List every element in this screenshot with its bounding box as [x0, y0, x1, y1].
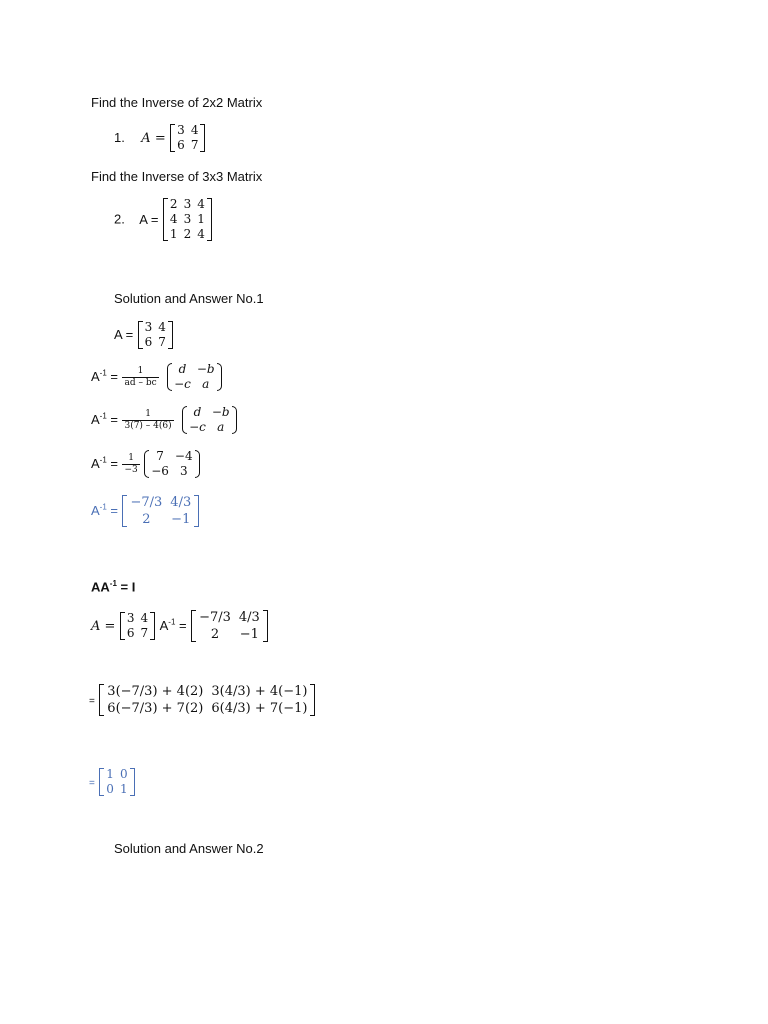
step-2-matrix: [182, 405, 237, 435]
matrix-cell: −4: [174, 449, 193, 463]
matrix-cell: 4: [190, 123, 199, 137]
matrix-cell: 4/3: [238, 610, 260, 625]
matrix-cell: 4: [197, 227, 205, 241]
matrix-cell: 1: [197, 212, 205, 226]
product-matrix: [99, 683, 315, 717]
heading-3x3: Find the Inverse of 3x3 Matrix: [91, 169, 263, 184]
problem-1-matrix: [170, 123, 205, 153]
matrix-cell: 3: [183, 197, 192, 211]
matrix-cell: 4: [169, 212, 178, 226]
matrix-cell: −c: [174, 377, 191, 391]
ainv-label: $A^{-1}$ =: [91, 411, 119, 428]
matrix-cell: 2: [169, 197, 178, 211]
matrix-cell: 1: [169, 227, 178, 241]
matrix-cell: 3: [179, 464, 188, 478]
check-a-matrix: [120, 611, 155, 641]
matrix-cell: 0: [106, 782, 114, 796]
matrix-row: [142, 320, 169, 335]
matrix-cell: 7: [190, 138, 199, 152]
check-heading: $AA^{-1} = I$: [91, 579, 136, 595]
step-2: [91, 405, 237, 435]
matrix-row: [174, 123, 201, 138]
matrix-cell: 7: [158, 335, 166, 349]
matrix-cell: 6: [144, 335, 153, 349]
check-a-lhs: A =: [91, 619, 116, 635]
product: [89, 683, 315, 717]
matrix-row: [103, 782, 130, 797]
matrix-row: [167, 212, 208, 227]
matrix-row: [171, 362, 218, 377]
matrix-cell: −b: [211, 405, 230, 419]
step-3-fraction: $\frac{1}{-3}$: [124, 452, 138, 475]
matrix-cell: d: [193, 405, 202, 419]
matrix-row: [148, 449, 195, 464]
matrix-cell: −7/3: [199, 610, 231, 625]
matrix-cell: a: [217, 420, 225, 434]
product-eq: =: [89, 696, 95, 708]
matrix-cell: 3: [177, 123, 185, 137]
solution-1-heading: Solution and Answer No.1: [114, 291, 264, 306]
matrix-row: [124, 611, 151, 626]
matrix-cell: 4/3: [170, 495, 192, 510]
problem-1-lhs: A =: [141, 131, 166, 147]
step-1-fraction: $\frac{1}{ad - bc}$: [124, 365, 157, 388]
matrix-cell: 6: [126, 626, 135, 640]
matrix-row: [126, 511, 195, 528]
matrix-cell: 3: [144, 320, 153, 334]
matrix-cell: −c: [189, 420, 206, 434]
identity: [89, 767, 135, 797]
matrix-row: [148, 464, 195, 479]
matrix-cell: 4: [140, 611, 149, 625]
identity-matrix: [99, 767, 134, 797]
matrix-cell: 4: [197, 197, 205, 211]
matrix-cell: 2: [142, 512, 151, 527]
step-1-matrix: [167, 362, 222, 392]
problem-2-matrix: [163, 197, 212, 242]
step-2-fraction: $\frac{1}{3(7) - 4(6)}$: [124, 408, 172, 431]
matrix-cell: −1: [239, 627, 259, 642]
matrix-cell: 7: [140, 626, 149, 640]
matrix-cell: 3(4/3) + 4(−1): [211, 684, 308, 699]
step-1: [91, 362, 222, 392]
matrix-row: [167, 227, 208, 242]
problem-2-lhs: A =: [139, 211, 159, 227]
ainv-label: $A^{-1}$ =: [91, 502, 119, 519]
matrix-row: [103, 767, 130, 782]
matrix-cell: 1: [119, 782, 128, 796]
matrix-row: [171, 377, 218, 392]
matrix-cell: −7/3: [130, 495, 163, 510]
solution-a: [114, 320, 173, 350]
result-1: [91, 494, 199, 528]
matrix-cell: 2: [210, 627, 220, 642]
solution-a-matrix: [138, 320, 173, 350]
matrix-cell: 6(4/3) + 7(−1): [211, 701, 308, 716]
problem-1-number: 1.: [114, 130, 125, 146]
ainv-label: $A^{-1}$ =: [91, 368, 119, 385]
solution-2-heading: Solution and Answer No.2: [114, 841, 264, 856]
problem-1: [114, 123, 205, 153]
matrix-row: [174, 138, 201, 153]
step-3-matrix: [144, 449, 199, 479]
matrix-cell: 0: [119, 767, 128, 781]
problem-2: [114, 197, 212, 242]
matrix-row: [167, 197, 208, 212]
matrix-row: [195, 609, 264, 626]
matrix-row: [103, 683, 311, 700]
heading-2x2: Find the Inverse of 2x2 Matrix: [91, 95, 263, 110]
matrix-cell: 3: [183, 212, 192, 226]
step-3: [91, 449, 200, 479]
check-matrices: [91, 609, 268, 643]
matrix-cell: a: [202, 377, 210, 391]
identity-eq: =: [89, 778, 95, 790]
matrix-row: [186, 405, 233, 420]
matrix-cell: 4: [158, 320, 166, 334]
solution-a-label: A =: [114, 327, 134, 343]
matrix-row: [186, 420, 233, 435]
matrix-cell: −b: [196, 362, 215, 376]
matrix-cell: 2: [183, 227, 192, 241]
result-1-matrix: [122, 494, 199, 528]
matrix-row: [124, 626, 151, 641]
ainv-label: $A^{-1}$ =: [159, 617, 187, 634]
matrix-row: [195, 626, 264, 643]
matrix-cell: −1: [171, 512, 191, 527]
matrix-cell: 3(−7/3) + 4(2): [107, 684, 204, 699]
matrix-cell: −6: [151, 464, 169, 478]
matrix-cell: 3: [126, 611, 135, 625]
matrix-row: [126, 494, 195, 511]
matrix-cell: 1: [106, 767, 114, 781]
matrix-row: [103, 700, 311, 717]
matrix-cell: 6(−7/3) + 7(2): [107, 701, 204, 716]
matrix-cell: 7: [156, 449, 164, 463]
problem-2-number: 2.: [114, 211, 125, 227]
matrix-row: [142, 335, 169, 350]
ainv-label: $A^{-1}$ =: [91, 455, 119, 472]
matrix-cell: d: [178, 362, 187, 376]
check-ainv-matrix: [191, 609, 268, 643]
matrix-cell: 6: [177, 138, 185, 152]
